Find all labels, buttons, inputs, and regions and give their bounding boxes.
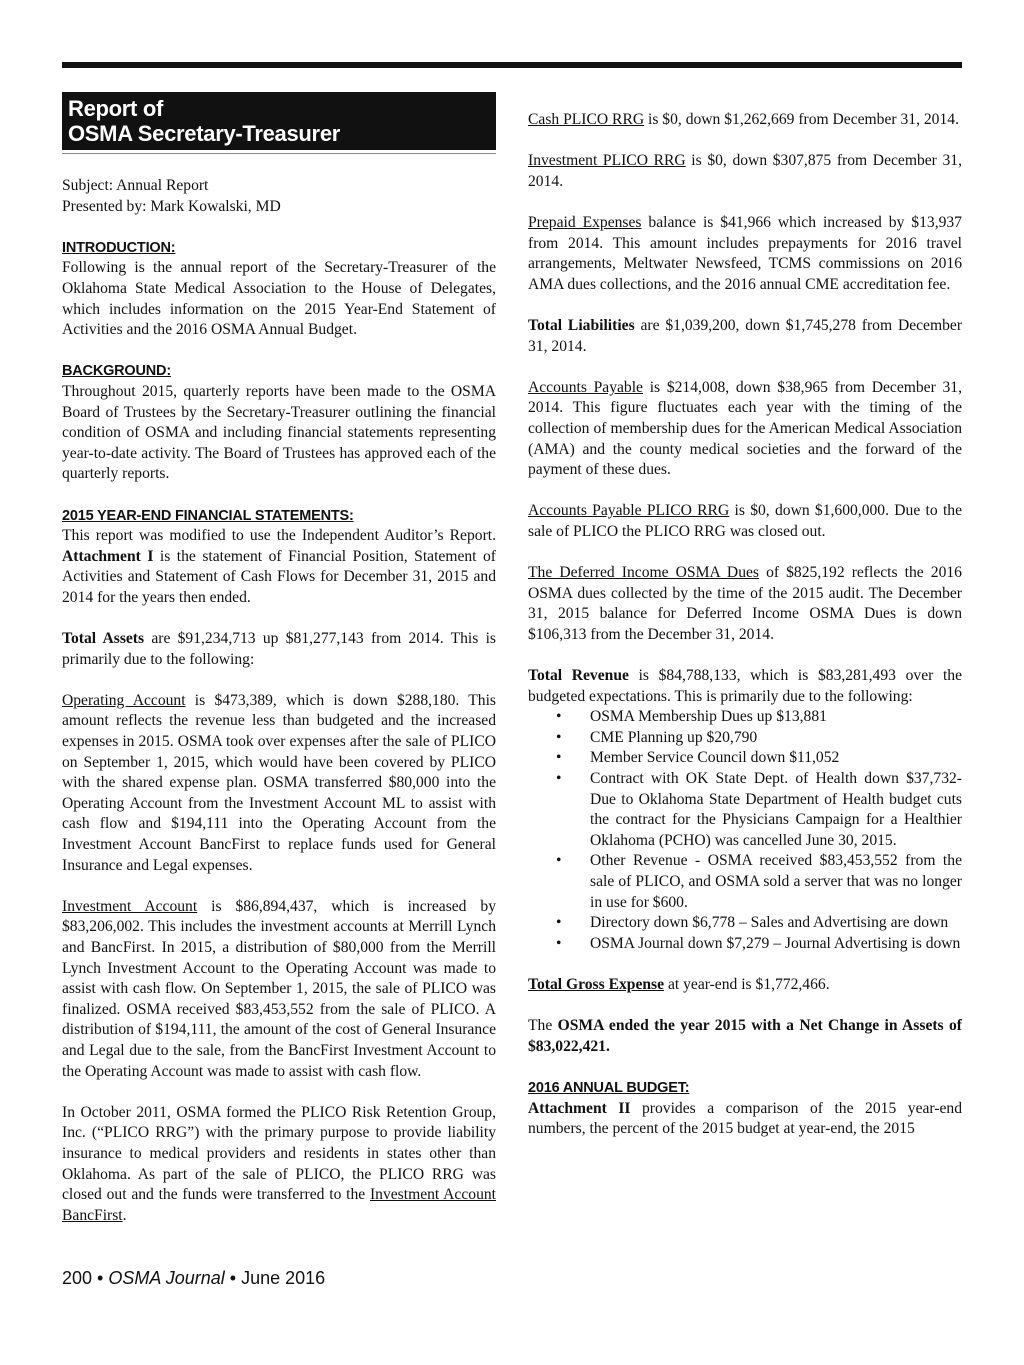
background-text: Throughout 2015, quarterly reports have been made to the OSMA Board of Trustees by the Secretary-Treasurer outlining the financial condition of OSMA and including financial statements representing year-to-date activity. The Board of Trustees has approved each of the quarterly reports.	[62, 382, 496, 483]
total-gross-expense-paragraph	[528, 975, 962, 996]
text-run: of $825,192 reflects the 2016 OSMA dues collected by the time of the 2015 audit. The December 31, 2015 balance for Deferred Income OSMA Dues is down $106,313 from the December 31, 2014.	[528, 564, 962, 643]
attachment-i-label: Attachment I	[62, 547, 154, 565]
total-assets-label: Total Assets	[62, 630, 145, 648]
list-item: • Member Service Council down $11,052	[590, 748, 962, 769]
text-run: In October 2011, OSMA formed the PLICO Risk Retention Group, Inc. (“PLICO RRG”) with the primary purpose to provide liability insurance to medical providers and residents in states other than Oklahoma. As part of the sale of PLICO, the PLICO RRG was closed out and the funds were transferred to the	[62, 1103, 496, 1204]
report-title	[62, 92, 496, 154]
page-number: 200	[62, 1268, 93, 1288]
text-run: This report was modified to use the Independent Auditor’s Report.	[62, 527, 496, 545]
operating-account-paragraph	[62, 691, 496, 876]
financial-statements-heading: 2015 YEAR-END FINANCIAL STATEMENTS:	[62, 507, 354, 524]
text-run: .	[122, 1206, 127, 1224]
text-run: is $86,894,437, which is increased by $83,206,002. This includes the investment accounts at Merrill Lynch and BancFirst. In 2015, a distribution of $80,000 from the Merrill Lynch Investment Account to the Operating Account was made to assist with cash flow. On September 1, 2015, the sale of PLICO was finalized. OSMA received $83,453,552 from the sale of PLICO. A distribution of $194,111, the amount of the cost of General Insurance and Legal due to the sale, from the BancFirst Investment Account to the Operating Account was made to assist with cash flow.	[62, 897, 496, 1080]
text-run: is $84,788,133, which is $83,281,493 over the budgeted expectations. This is primarily due to the following:	[528, 667, 963, 705]
net-change-statement: OSMA ended the year 2015 with a Net Change in Assets of $83,022,421.	[528, 1017, 962, 1055]
text-run: is $0, down $1,600,000. Due to the sale of PLICO the PLICO RRG was closed out.	[528, 502, 962, 540]
investment-plico-rrg-paragraph	[528, 151, 962, 192]
text-run: at year-end is $1,772,466.	[664, 975, 830, 993]
cash-plico-rrg-paragraph	[528, 110, 962, 131]
text-run: are $1,039,200, down $1,745,278 from December 31, 2014.	[528, 316, 963, 355]
financial-statements-text	[62, 526, 496, 608]
annual-budget-heading: 2016 ANNUAL BUDGET:	[528, 1079, 690, 1096]
investment-plico-rrg-label: Investment PLICO RRG	[528, 152, 686, 170]
separator: •	[224, 1268, 242, 1288]
right-column	[528, 110, 962, 1140]
deferred-income-paragraph	[528, 563, 962, 645]
text-run: is $214,008, down $38,965 from December 31, 2014. This figure fluctuates each year with the timing of the collection of membership dues for the American Medical Association (AMA) and the county medical societies and the forward of the payment of these dues.	[528, 378, 962, 479]
investment-account-bancfirst-label: Investment Account BancFirst	[62, 1186, 496, 1224]
revenue-bullet-list	[528, 707, 962, 954]
text-run: is $473,389, which is down $288,180. This amount reflects the revenue less than budgeted and the increased expenses in 2015. OSMA took over expenses after the sale of PLICO on September 1, 2015, which would have been covered by PLICO with the shared expense plan. OSMA transferred $80,000 into the Operating Account from the Investment Account ML to assist with cash flow and $194,111 into the Operating Account from the Investment Account BancFirst to replace funds used for General Insurance and Legal expenses.	[62, 691, 496, 874]
left-column	[62, 92, 496, 1226]
list-item: • OSMA Journal down $7,279 – Journal Advertising is down	[590, 934, 962, 955]
prepaid-expenses-paragraph	[528, 213, 962, 295]
plico-rrg-paragraph	[62, 1103, 496, 1227]
introduction-heading: INTRODUCTION:	[62, 239, 176, 256]
accounts-payable-plico-label: Accounts Payable PLICO RRG	[528, 502, 730, 520]
list-item: • Other Revenue - OSMA received $83,453,552 from the sale of PLICO, and OSMA sold a server that was no longer in use for $600.	[590, 851, 962, 913]
operating-account-label: Operating Account	[62, 691, 186, 709]
list-item: • Directory down $6,778 – Sales and Advertising are down	[590, 913, 962, 934]
attachment-ii-label: Attachment II	[528, 1099, 631, 1117]
text-run: is $0, down $1,262,669 from December 31, 2014.	[644, 111, 959, 128]
background-heading: BACKGROUND:	[62, 363, 171, 380]
presented-by-line: Presented by: Mark Kowalski, MD	[62, 197, 281, 215]
annual-budget-text	[528, 1099, 962, 1140]
accounts-payable-label: Accounts Payable	[528, 378, 643, 396]
introduction-text: Following is the annual report of the Secretary-Treasurer of the Oklahoma State Medical Association to the House of Delegates, which includes information on the 2015 Year-End Statement of Activities and the 2016 OSMA Annual Budget.	[62, 259, 496, 339]
journal-name: OSMA Journal	[108, 1268, 225, 1288]
text-run: provides a comparison of the 2015 year-end numbers, the percent of the 2015 budget at year-end, the 2015	[528, 1099, 962, 1138]
title-line-1: Report of	[68, 96, 164, 121]
subject-line: Subject: Annual Report	[62, 177, 209, 194]
total-liabilities-label: Total Liabilities	[528, 316, 635, 334]
total-gross-expense-label: Total Gross Expense	[528, 975, 665, 993]
separator: •	[92, 1268, 109, 1288]
text-run: is $0, down $307,875 from December 31, 2014.	[528, 152, 962, 190]
top-rule	[62, 62, 962, 68]
text-run: are $91,234,713 up $81,277,143 from 2014. This is primarily due to the following:	[62, 630, 496, 668]
cash-plico-rrg-label: Cash PLICO RRG	[528, 111, 645, 128]
text-run: The	[528, 1017, 558, 1035]
text-run: is the statement of Financial Position, Statement of Activities and Statement of Cash Flows for December 31, 2015 and 2014 for the years then ended.	[62, 547, 496, 606]
total-assets-paragraph	[62, 629, 496, 670]
page-footer	[62, 1268, 325, 1289]
list-item: • CME Planning up $20,790	[590, 728, 962, 749]
deferred-income-label: The Deferred Income OSMA Dues	[528, 564, 759, 582]
investment-account-label: Investment Account	[62, 897, 198, 915]
issue-date: June 2016	[241, 1268, 326, 1288]
accounts-payable-plico-paragraph	[528, 501, 962, 542]
net-change-paragraph	[528, 1016, 962, 1057]
investment-account-paragraph	[62, 897, 496, 1082]
prepaid-expenses-label: Prepaid Expenses	[528, 213, 642, 231]
title-line-2: OSMA Secretary-Treasurer	[68, 121, 341, 146]
total-revenue-paragraph	[528, 666, 962, 707]
total-revenue-label: Total Revenue	[528, 667, 629, 685]
list-item: • Contract with OK State Dept. of Health down $37,732- Due to Oklahoma State Department of Health budget cuts the contract for the Physicians Campaign for a Healthier Oklahoma (PCHO) was cancelled June 30, 2015.	[590, 769, 962, 851]
accounts-payable-paragraph	[528, 378, 962, 481]
list-item: • OSMA Membership Dues up $13,881	[590, 707, 962, 728]
total-liabilities-paragraph	[528, 316, 962, 357]
text-run: balance is $41,966 which increased by $13,937 from 2014. This amount includes prepayments for 2016 travel arrangements, Meltwater Newsfeed, TCMS commissions on 2016 AMA dues collections, and the 2016 annual CME accreditation fee.	[528, 213, 962, 293]
title-box	[62, 92, 496, 150]
